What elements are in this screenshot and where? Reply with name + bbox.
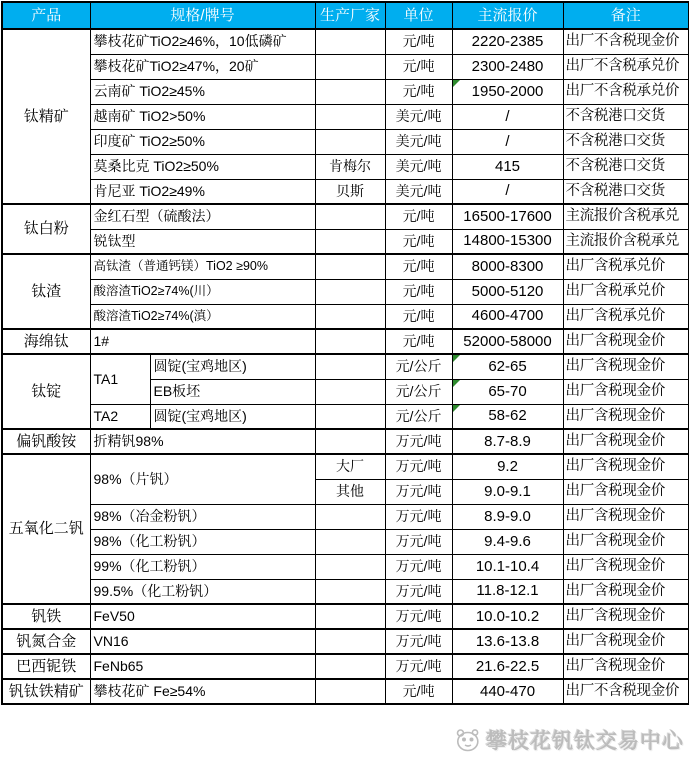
- header-row: [2, 2, 689, 29]
- note-cell: 主流报价含税承兑: [563, 204, 689, 229]
- note-cell: 出厂含税现金价: [563, 454, 689, 479]
- table-row: [2, 304, 689, 329]
- spec-cell: 攀枝花矿TiO2≥47%，20矿: [90, 54, 315, 79]
- product-cell: 钛锭: [2, 354, 90, 429]
- note-cell: 出厂含税现金价: [563, 554, 689, 579]
- spec-cell: 99%（化工粉钒）: [90, 554, 315, 579]
- product-cell: 海绵钛: [2, 329, 90, 354]
- unit-cell: 万元/吨: [385, 579, 452, 604]
- unit-cell: 万元/吨: [385, 529, 452, 554]
- unit-cell: 元/公斤: [385, 379, 452, 404]
- price-cell: 5000-5120: [452, 279, 563, 304]
- manufacturer-cell: [315, 579, 385, 604]
- col-header-note: 备注: [563, 2, 689, 29]
- price-cell: 9.2: [452, 454, 563, 479]
- manufacturer-cell: [315, 204, 385, 229]
- manufacturer-cell: [315, 54, 385, 79]
- table-row: [2, 554, 689, 579]
- product-cell: 巴西铌铁: [2, 654, 90, 679]
- price-cell: 52000-58000: [452, 329, 563, 354]
- table-row: [2, 279, 689, 304]
- note-cell: 出厂不含税现金价: [563, 29, 689, 54]
- note-cell: 出厂含税现金价: [563, 529, 689, 554]
- spec-cell: 98%（化工粉钒）: [90, 529, 315, 554]
- price-cell: 65-70: [452, 379, 563, 404]
- spec-cell: 高钛渣（普通钙镁）TiO2 ≥90%: [90, 254, 315, 279]
- price-cell: 13.6-13.8: [452, 629, 563, 654]
- table-row: [2, 329, 689, 354]
- price-cell: 2220-2385: [452, 29, 563, 54]
- unit-cell: 元/吨: [385, 679, 452, 704]
- spec-cell: FeNb65: [90, 654, 315, 679]
- manufacturer-cell: [315, 429, 385, 454]
- table-row: [2, 254, 689, 279]
- page: [0, 1, 689, 766]
- table-row: [2, 54, 689, 79]
- product-cell: 钒铁: [2, 604, 90, 629]
- price-table-body: [2, 29, 689, 704]
- unit-cell: 元/吨: [385, 254, 452, 279]
- spec-cell: 98%（冶金粉钒）: [90, 504, 315, 529]
- table-row: [2, 129, 689, 154]
- unit-cell: 元/吨: [385, 79, 452, 104]
- manufacturer-cell: [315, 29, 385, 54]
- manufacturer-cell: [315, 504, 385, 529]
- manufacturer-cell: [315, 279, 385, 304]
- manufacturer-cell: [315, 104, 385, 129]
- unit-cell: 美元/吨: [385, 129, 452, 154]
- spec-cell: 攀枝花矿 Fe≥54%: [90, 679, 315, 704]
- price-cell: 9.4-9.6: [452, 529, 563, 554]
- note-cell: 出厂含税现金价: [563, 379, 689, 404]
- unit-cell: 万元/吨: [385, 554, 452, 579]
- price-cell: 10.0-10.2: [452, 604, 563, 629]
- spec-cell: 99.5%（化工粉钒）: [90, 579, 315, 604]
- note-cell: 出厂含税承兑价: [563, 254, 689, 279]
- note-cell: 不含税港口交货: [563, 104, 689, 129]
- manufacturer-cell: [315, 604, 385, 629]
- manufacturer-cell: [315, 529, 385, 554]
- price-cell: 9.0-9.1: [452, 479, 563, 504]
- product-cell: 钒钛铁精矿: [2, 679, 90, 704]
- note-cell: 不含税港口交货: [563, 179, 689, 204]
- price-cell: 1950-2000: [452, 79, 563, 104]
- manufacturer-cell: [315, 679, 385, 704]
- table-row: [2, 179, 689, 204]
- table-row: [2, 629, 689, 654]
- col-header-product: 产品: [2, 2, 90, 29]
- table-row: [2, 679, 689, 704]
- spec-grade-cell: TA1: [90, 354, 150, 404]
- price-cell: 2300-2480: [452, 54, 563, 79]
- note-cell: 不含税港口交货: [563, 129, 689, 154]
- unit-cell: 万元/吨: [385, 479, 452, 504]
- note-cell: 出厂不含税承兑价: [563, 54, 689, 79]
- table-row: [2, 354, 689, 379]
- table-row: [2, 529, 689, 554]
- product-cell: 钒氮合金: [2, 629, 90, 654]
- product-cell: 五氧化二钒: [2, 454, 90, 604]
- manufacturer-cell: [315, 629, 385, 654]
- unit-cell: 元/公斤: [385, 354, 452, 379]
- table-row: [2, 454, 689, 479]
- note-cell: 出厂含税现金价: [563, 429, 689, 454]
- unit-cell: 元/公斤: [385, 404, 452, 429]
- price-cell: 11.8-12.1: [452, 579, 563, 604]
- unit-cell: 美元/吨: [385, 154, 452, 179]
- price-cell: 415: [452, 154, 563, 179]
- table-header: [2, 2, 689, 29]
- table-row: [2, 504, 689, 529]
- spec-cell: 折精钒98%: [90, 429, 315, 454]
- note-cell: 出厂含税承兑价: [563, 279, 689, 304]
- manufacturer-cell: [315, 379, 385, 404]
- manufacturer-cell: [315, 79, 385, 104]
- spec-cell: 攀枝花矿TiO2≥46%，10低磷矿: [90, 29, 315, 54]
- table-row: [2, 429, 689, 454]
- table-row: [2, 604, 689, 629]
- spec-cell: 金红石型（硫酸法）: [90, 204, 315, 229]
- col-header-spec: 规格/牌号: [90, 2, 315, 29]
- manufacturer-cell: 其他: [315, 479, 385, 504]
- table-row: [2, 204, 689, 229]
- price-cell: /: [452, 179, 563, 204]
- price-cell: /: [452, 129, 563, 154]
- manufacturer-cell: [315, 129, 385, 154]
- product-cell: 钛白粉: [2, 204, 90, 254]
- price-cell: 58-62: [452, 404, 563, 429]
- spec-cell: 锐钛型: [90, 229, 315, 254]
- price-cell: 4600-4700: [452, 304, 563, 329]
- note-cell: 出厂含税现金价: [563, 504, 689, 529]
- spec-grade-cell: TA2: [90, 404, 150, 429]
- spec-cell: 圆锭(宝鸡地区): [150, 354, 315, 379]
- note-cell: 出厂含税现金价: [563, 404, 689, 429]
- spec-cell: 莫桑比克 TiO2≥50%: [90, 154, 315, 179]
- note-cell: 出厂含税现金价: [563, 479, 689, 504]
- spec-cell: 肯尼亚 TiO2≥49%: [90, 179, 315, 204]
- col-header-manufacturer: 生产厂家: [315, 2, 385, 29]
- manufacturer-cell: [315, 304, 385, 329]
- table-row: [2, 404, 689, 429]
- manufacturer-cell: [315, 229, 385, 254]
- watermark: [455, 725, 684, 755]
- unit-cell: 万元/吨: [385, 654, 452, 679]
- price-table: [1, 1, 689, 705]
- manufacturer-cell: [315, 354, 385, 379]
- manufacturer-cell: [315, 654, 385, 679]
- spec-cell: 云南矿 TiO2≥45%: [90, 79, 315, 104]
- note-cell: 出厂含税现金价: [563, 604, 689, 629]
- note-cell: 不含税港口交货: [563, 154, 689, 179]
- note-cell: 出厂含税现金价: [563, 654, 689, 679]
- panda-logo-icon: [455, 727, 481, 753]
- manufacturer-cell: [315, 404, 385, 429]
- table-row: [2, 229, 689, 254]
- table-row: [2, 29, 689, 54]
- table-row: [2, 154, 689, 179]
- spec-cell: 酸溶渣TiO2≥74%(滇）: [90, 304, 315, 329]
- spec-cell: 1#: [90, 329, 315, 354]
- price-cell: 10.1-10.4: [452, 554, 563, 579]
- unit-cell: 万元/吨: [385, 429, 452, 454]
- unit-cell: 元/吨: [385, 304, 452, 329]
- col-header-price: 主流报价: [452, 2, 563, 29]
- spec-cell: 印度矿 TiO2≥50%: [90, 129, 315, 154]
- price-cell: 62-65: [452, 354, 563, 379]
- unit-cell: 元/吨: [385, 54, 452, 79]
- table-row: [2, 579, 689, 604]
- note-cell: 出厂不含税现金价: [563, 679, 689, 704]
- unit-cell: 美元/吨: [385, 104, 452, 129]
- price-cell: 440-470: [452, 679, 563, 704]
- price-cell: 21.6-22.5: [452, 654, 563, 679]
- note-cell: 出厂含税现金价: [563, 629, 689, 654]
- price-cell: 14800-15300: [452, 229, 563, 254]
- table-row: [2, 654, 689, 679]
- unit-cell: 元/吨: [385, 279, 452, 304]
- manufacturer-cell: [315, 554, 385, 579]
- manufacturer-cell: 大厂: [315, 454, 385, 479]
- table-row: [2, 79, 689, 104]
- table-row: [2, 104, 689, 129]
- unit-cell: 元/吨: [385, 329, 452, 354]
- spec-cell: FeV50: [90, 604, 315, 629]
- watermark-text: 攀枝花钒钛交易中心: [486, 730, 684, 753]
- unit-cell: 万元/吨: [385, 604, 452, 629]
- unit-cell: 万元/吨: [385, 629, 452, 654]
- unit-cell: 万元/吨: [385, 454, 452, 479]
- spec-cell: 圆锭(宝鸡地区): [150, 404, 315, 429]
- product-cell: 偏钒酸铵: [2, 429, 90, 454]
- price-cell: 8.7-8.9: [452, 429, 563, 454]
- note-cell: 出厂不含税承兑价: [563, 79, 689, 104]
- spec-cell: 越南矿 TiO2>50%: [90, 104, 315, 129]
- product-cell: 钛精矿: [2, 29, 90, 204]
- unit-cell: 美元/吨: [385, 179, 452, 204]
- note-cell: 出厂含税现金价: [563, 329, 689, 354]
- unit-cell: 万元/吨: [385, 504, 452, 529]
- price-cell: 8.9-9.0: [452, 504, 563, 529]
- manufacturer-cell: [315, 329, 385, 354]
- product-cell: 钛渣: [2, 254, 90, 329]
- note-cell: 主流报价含税承兑: [563, 229, 689, 254]
- unit-cell: 元/吨: [385, 204, 452, 229]
- spec-cell: VN16: [90, 629, 315, 654]
- manufacturer-cell: 肯梅尔: [315, 154, 385, 179]
- note-cell: 出厂含税承兑价: [563, 304, 689, 329]
- spec-cell: EB板坯: [150, 379, 315, 404]
- manufacturer-cell: [315, 254, 385, 279]
- note-cell: 出厂含税现金价: [563, 354, 689, 379]
- spec-cell: 酸溶渣TiO2≥74%(川）: [90, 279, 315, 304]
- unit-cell: 元/吨: [385, 29, 452, 54]
- price-cell: 8000-8300: [452, 254, 563, 279]
- note-cell: 出厂含税现金价: [563, 579, 689, 604]
- manufacturer-cell: 贝斯: [315, 179, 385, 204]
- price-cell: 16500-17600: [452, 204, 563, 229]
- price-cell: /: [452, 104, 563, 129]
- spec-cell: 98%（片钒）: [90, 454, 315, 504]
- unit-cell: 元/吨: [385, 229, 452, 254]
- col-header-unit: 单位: [385, 2, 452, 29]
